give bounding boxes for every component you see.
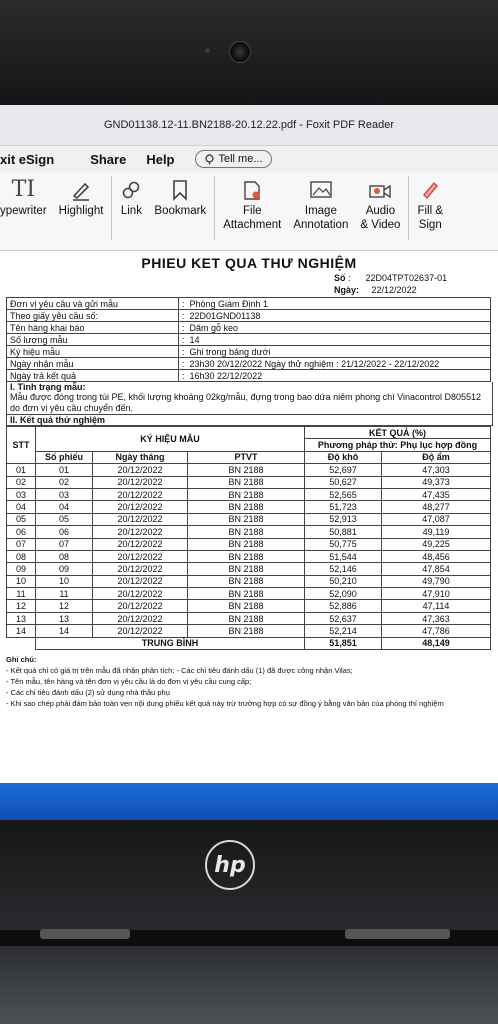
cell-doam: 48,277 — [382, 501, 491, 513]
info-row — [7, 334, 491, 346]
cell-stt: 09 — [7, 563, 36, 575]
pdf-document-page — [0, 251, 498, 709]
section2-title: II. Kết quả thử nghiệm — [6, 415, 493, 426]
menu-esign[interactable]: xit eSign — [0, 151, 55, 167]
table-row — [7, 526, 491, 538]
cell-stt: 07 — [7, 538, 36, 550]
cell-dokho: 50,210 — [305, 575, 382, 587]
cell-stt: 12 — [7, 600, 36, 612]
so-value: 22D04TPT02637-01 — [365, 273, 448, 283]
cell-stt: 08 — [7, 550, 36, 562]
menu-help[interactable]: Help — [146, 151, 175, 167]
cell-ngay: 20/12/2022 — [93, 563, 188, 575]
average-row — [7, 637, 491, 649]
window-titlebar — [0, 105, 498, 146]
cell-sophieu: 06 — [36, 526, 93, 538]
cell-stt: 04 — [7, 501, 36, 513]
info-value-text: Ghi trong bảng dưới — [189, 346, 271, 357]
cell-ptvt: BN 2188 — [188, 612, 305, 624]
ribbon-divider — [408, 176, 409, 240]
cell-sophieu: 14 — [36, 625, 93, 637]
table-row — [7, 612, 491, 624]
cell-sophieu: 11 — [36, 588, 93, 600]
info-row — [7, 358, 491, 370]
table-row — [7, 538, 491, 550]
header-ptvt: PTVT — [188, 451, 305, 463]
highlight-button[interactable] — [53, 176, 110, 218]
table-row — [7, 464, 491, 476]
cell-ptvt: BN 2188 — [188, 526, 305, 538]
header-ketqua: KẾT QUẢ (%) — [305, 427, 491, 439]
cell-dokho: 52,146 — [305, 563, 382, 575]
cell-ngay: 20/12/2022 — [93, 550, 188, 562]
link-label: Link — [120, 205, 142, 217]
cell-ngay: 20/12/2022 — [93, 612, 188, 624]
ribbon-divider — [214, 176, 215, 240]
window-title: GND01138.12-11.BN2188-20.12.22.pdf - Foxit PDF Reader — [103, 119, 395, 131]
cell-doam: 49,373 — [382, 476, 491, 488]
info-row — [7, 310, 491, 322]
average-dokho: 51,851 — [305, 637, 382, 649]
cell-dokho: 51,544 — [305, 550, 382, 562]
cell-dokho: 52,214 — [305, 625, 382, 637]
cell-sophieu: 03 — [36, 488, 93, 500]
cell-ngay: 20/12/2022 — [93, 501, 188, 513]
cell-doam: 47,786 — [382, 625, 491, 637]
cell-sophieu: 08 — [36, 550, 93, 562]
audio-video-label-1: Audio — [365, 205, 396, 217]
header-stt: STT — [7, 427, 36, 464]
results-body — [7, 464, 491, 637]
section1-text: Mẫu được đóng trong túi PE, khối lượng khoảng 02kg/mẫu, đựng trong bao dứa niêm phong chì Vinacontrol D805512 do đơn vị yêu cầu chuyển đến. — [10, 392, 482, 413]
hinge-right — [345, 929, 450, 939]
info-row — [7, 322, 491, 334]
table-row — [7, 575, 491, 587]
info-value-text: 14 — [189, 334, 200, 345]
image-annotation-button[interactable] — [287, 176, 354, 232]
cell-ngay: 20/12/2022 — [93, 526, 188, 538]
typewriter-button[interactable] — [0, 176, 53, 218]
note-line: - Các chỉ tiêu đánh dấu (2) sử dụng nhà thầu phụ — [6, 688, 170, 698]
cell-dokho: 52,886 — [305, 600, 382, 612]
cell-sophieu: 07 — [36, 538, 93, 550]
ngay-label: Ngày: — [334, 285, 360, 295]
cell-ptvt: BN 2188 — [188, 550, 305, 562]
cell-ptvt: BN 2188 — [188, 513, 305, 525]
header-method: Phương pháp thử: Phụ lục hợp đồng — [305, 439, 491, 451]
table-row — [7, 488, 491, 500]
info-value-text: 16h30 22/12/2022 — [189, 370, 263, 381]
cell-doam: 48,456 — [382, 550, 491, 562]
notes-title: Ghi chú: — [6, 655, 37, 665]
header-sophieu: Số phiếu — [36, 451, 93, 463]
table-row — [7, 513, 491, 525]
header-dokho: Độ khô — [305, 451, 382, 463]
cell-dokho: 50,627 — [305, 476, 382, 488]
info-value-text: Phòng Giám Định 1 — [189, 298, 269, 309]
note-line: - Tên mẫu, tên hàng và tên đơn vị yêu cầu là do đơn vị yêu cầu cung cấp; — [6, 677, 252, 687]
cell-dokho: 50,775 — [305, 538, 382, 550]
fill-sign-button[interactable] — [411, 176, 449, 232]
cell-dokho: 50,881 — [305, 526, 382, 538]
cell-ptvt: BN 2188 — [188, 563, 305, 575]
cell-stt: 14 — [7, 625, 36, 637]
tell-me-label: Tell me... — [218, 153, 263, 165]
cell-doam: 47,363 — [382, 612, 491, 624]
document-title: PHIEU KET QUA THƯ NGHIỆM — [141, 255, 357, 271]
highlight-label: Highlight — [58, 205, 104, 217]
header-ngay: Ngày tháng — [93, 451, 188, 463]
document-meta — [6, 271, 492, 297]
cell-ngay: 20/12/2022 — [93, 538, 188, 550]
table-row — [7, 501, 491, 513]
bookmark-button[interactable] — [148, 176, 212, 218]
pen-icon — [70, 176, 92, 204]
cell-stt: 01 — [7, 464, 36, 476]
cell-doam: 47,114 — [382, 600, 491, 612]
cell-sophieu: 12 — [36, 600, 93, 612]
info-row — [7, 370, 491, 382]
header-kyhieu: KÝ HIỆU MẪU — [36, 427, 305, 452]
cell-ptvt: BN 2188 — [188, 575, 305, 587]
cell-doam: 49,225 — [382, 538, 491, 550]
link-button[interactable] — [114, 176, 148, 218]
section1-title: I. Tình trạng mẫu: — [10, 382, 86, 392]
cell-sophieu: 04 — [36, 501, 93, 513]
cell-ngay: 20/12/2022 — [93, 488, 188, 500]
info-value: : 22D01GND01138 — [179, 310, 491, 322]
average-empty — [7, 637, 36, 649]
info-value: : 14 — [179, 334, 491, 346]
audio-video-label-2: & Video — [360, 219, 401, 231]
cell-doam: 47,854 — [382, 563, 491, 575]
note-line: - Kết quả chỉ có giá trị trên mẫu đã nhận phân tích; - Các chỉ tiêu đánh dấu (1) đã được công nhận Vilas; — [6, 666, 353, 676]
info-label: Ngày trả kết quả — [7, 370, 179, 382]
link-icon — [120, 176, 142, 204]
typewriter-label: ypewriter — [0, 205, 47, 217]
cell-stt: 02 — [7, 476, 36, 488]
info-row — [7, 346, 491, 358]
cell-stt: 05 — [7, 513, 36, 525]
results-table — [6, 426, 491, 650]
cell-doam: 47,087 — [382, 513, 491, 525]
video-icon — [368, 176, 392, 204]
cell-stt: 06 — [7, 526, 36, 538]
cell-ptvt: BN 2188 — [188, 464, 305, 476]
document-date — [334, 285, 417, 295]
average-doam: 48,149 — [382, 637, 491, 649]
info-value: : Phòng Giám Định 1 — [179, 298, 491, 310]
sample-condition-section — [6, 382, 493, 415]
bookmark-icon — [171, 176, 189, 204]
lightbulb-icon — [204, 154, 215, 165]
windows-taskbar — [0, 783, 498, 820]
info-value: : Ghi trong bảng dưới — [179, 346, 491, 358]
menu-bar — [0, 146, 498, 172]
cell-doam: 47,303 — [382, 464, 491, 476]
paperclip-icon — [241, 176, 263, 204]
file-attachment-button[interactable] — [217, 176, 287, 232]
menu-share[interactable]: Share — [90, 151, 127, 167]
cell-ptvt: BN 2188 — [188, 501, 305, 513]
info-value: : 16h30 22/12/2022 — [179, 370, 491, 382]
cell-ptvt: BN 2188 — [188, 488, 305, 500]
cell-dokho: 51,723 — [305, 501, 382, 513]
cell-sophieu: 05 — [36, 513, 93, 525]
info-value-text: Dăm gỗ keo — [189, 322, 239, 333]
typewriter-icon: TI — [11, 177, 36, 202]
info-label: Theo giấy yêu cầu số: — [7, 310, 179, 322]
table-row — [7, 563, 491, 575]
header-doam: Độ ẩm — [382, 451, 491, 463]
info-value-text: 22D01GND01138 — [189, 310, 261, 321]
info-label: Đơn vị yêu cầu và gửi mẫu — [7, 298, 179, 310]
cell-ptvt: BN 2188 — [188, 625, 305, 637]
cell-stt: 10 — [7, 575, 36, 587]
cell-ngay: 20/12/2022 — [93, 476, 188, 488]
table-row — [7, 550, 491, 562]
cell-ngay: 20/12/2022 — [93, 513, 188, 525]
bookmark-label: Bookmark — [154, 205, 207, 217]
cell-dokho: 52,697 — [305, 464, 382, 476]
info-label: Ký hiệu mẫu — [7, 346, 179, 358]
hp-logo: hp — [205, 840, 255, 890]
cell-ptvt: BN 2188 — [188, 476, 305, 488]
request-info-table — [6, 297, 491, 382]
audio-video-button[interactable] — [354, 176, 406, 232]
image-icon — [309, 176, 333, 204]
cell-ngay: 20/12/2022 — [93, 600, 188, 612]
cell-stt: 13 — [7, 612, 36, 624]
info-value-text: 23h30 20/12/2022 Ngày thử nghiệm : 21/12/2022 - 22/12/2022 — [189, 358, 440, 369]
ribbon-divider — [111, 176, 112, 240]
info-label: Tên hàng khai báo — [7, 322, 179, 334]
info-value: : 23h30 20/12/2022 Ngày thử nghiệm : 21/12/2022 - 22/12/2022 — [179, 358, 491, 370]
image-annotation-label-2: Annotation — [293, 219, 349, 231]
note-line: - Khi sao chép phải đảm bảo toàn vẹn nội dung phiếu kết quả này trừ trường hợp có sự đồng ý bằng văn bản của phòng thí nghiệm — [6, 699, 444, 709]
cell-dokho: 52,565 — [305, 488, 382, 500]
tell-me-search[interactable] — [195, 150, 272, 168]
cell-dokho: 52,090 — [305, 588, 382, 600]
cell-sophieu: 02 — [36, 476, 93, 488]
cell-doam: 49,790 — [382, 575, 491, 587]
average-label: TRUNG BÌNH — [36, 637, 305, 649]
cell-ngay: 20/12/2022 — [93, 625, 188, 637]
file-attachment-label-2: Attachment — [223, 219, 282, 231]
camera-led — [205, 48, 210, 53]
document-number: Số : 22D04TPT02637-01 — [334, 273, 448, 283]
screen — [0, 105, 498, 820]
info-label: Ngày nhận mẫu — [7, 358, 179, 370]
cell-dokho: 52,637 — [305, 612, 382, 624]
fill-sign-label-2: Sign — [418, 219, 442, 231]
webcam — [229, 41, 251, 63]
cell-doam: 47,910 — [382, 588, 491, 600]
table-row — [7, 625, 491, 637]
cell-ptvt: BN 2188 — [188, 538, 305, 550]
cell-ptvt: BN 2188 — [188, 600, 305, 612]
cell-ptvt: BN 2188 — [188, 588, 305, 600]
cell-ngay: 20/12/2022 — [93, 575, 188, 587]
image-annotation-label-1: Image — [304, 205, 337, 217]
fill-sign-pen-icon — [419, 176, 441, 204]
cell-dokho: 52,913 — [305, 513, 382, 525]
table-row — [7, 476, 491, 488]
cell-sophieu: 01 — [36, 464, 93, 476]
table-row — [7, 588, 491, 600]
hinge-left — [40, 929, 130, 939]
so-label: Số — [334, 273, 346, 283]
info-row — [7, 298, 491, 310]
cell-stt: 03 — [7, 488, 36, 500]
cell-sophieu: 13 — [36, 612, 93, 624]
info-value: : Dăm gỗ keo — [179, 322, 491, 334]
cell-stt: 11 — [7, 588, 36, 600]
cell-sophieu: 10 — [36, 575, 93, 587]
cell-doam: 49,119 — [382, 526, 491, 538]
cell-ngay: 20/12/2022 — [93, 588, 188, 600]
notes-section — [6, 654, 492, 709]
info-label: Số lượng mẫu — [7, 334, 179, 346]
file-attachment-label-1: File — [243, 205, 262, 217]
ribbon-toolbar — [0, 172, 498, 251]
cell-doam: 47,435 — [382, 488, 491, 500]
ngay-value: 22/12/2022 — [371, 285, 417, 295]
fill-sign-label-1: Fill & — [417, 205, 443, 217]
cell-ngay: 20/12/2022 — [93, 464, 188, 476]
cell-sophieu: 09 — [36, 563, 93, 575]
table-row — [7, 600, 491, 612]
